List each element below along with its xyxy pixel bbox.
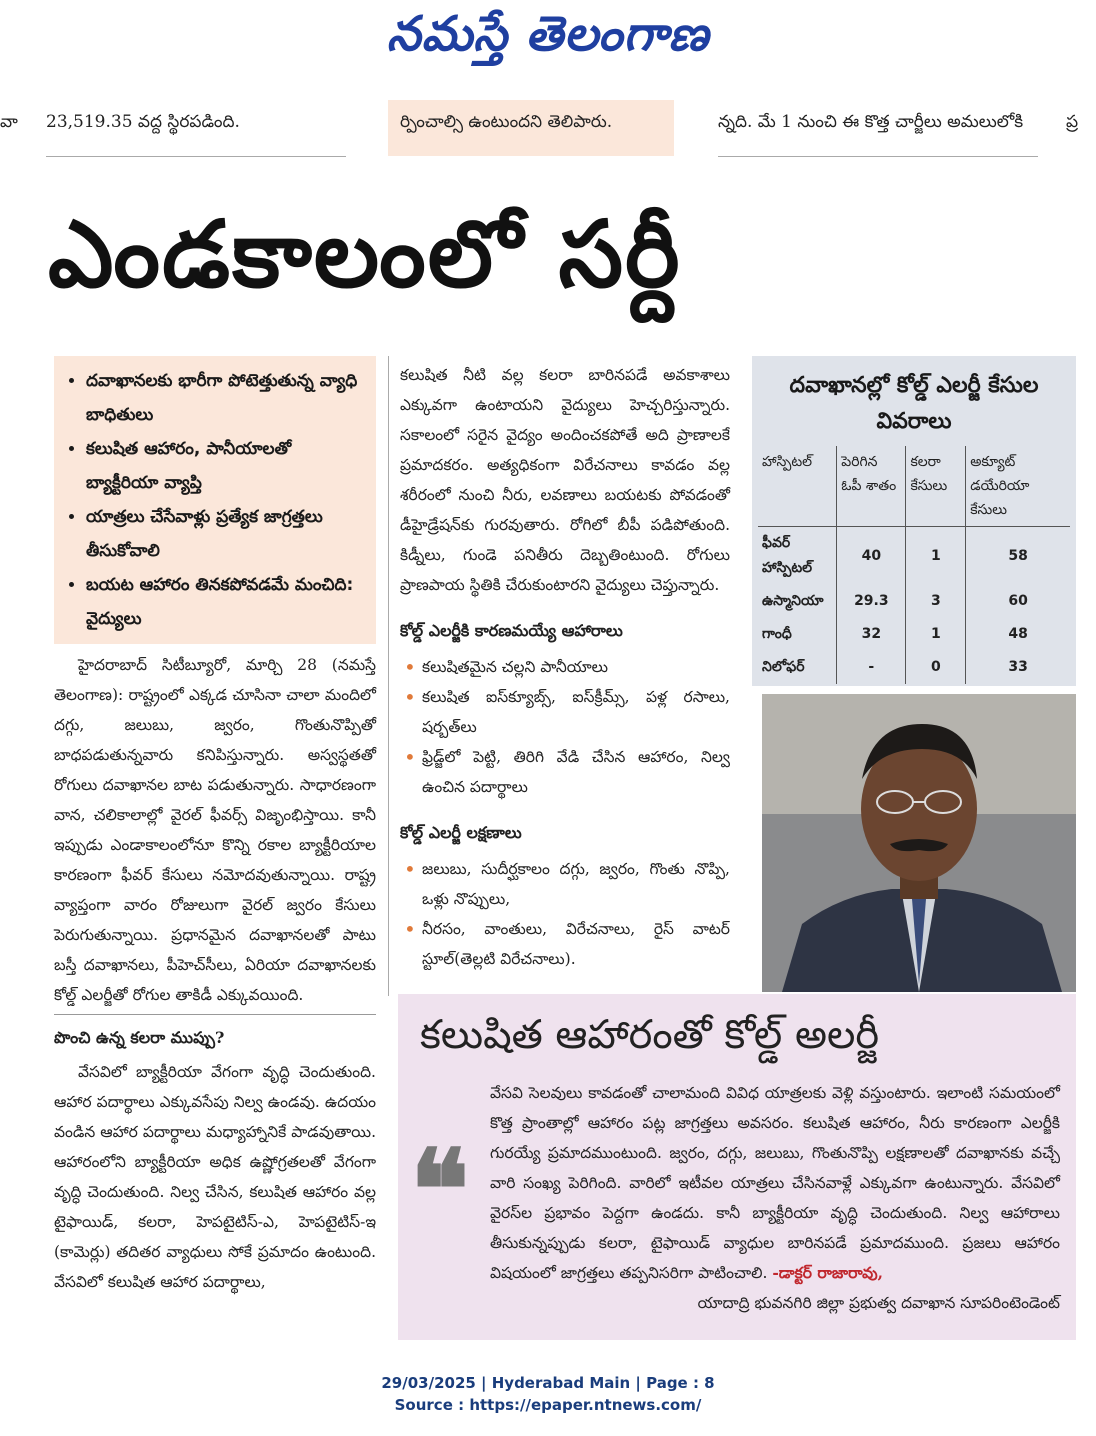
highlight-item: • దవాఖానలకు భారీగా పోటెత్తుతున్న వ్యాధి బాధితులు [86, 364, 366, 432]
doctor-portrait-image [762, 694, 1076, 992]
symptom-item: • నీరసం, వాంతులు, విరేచనాలు, రైస్ వాటర్ స్టూల్(తెల్లటి విరేచనాలు). [422, 914, 730, 974]
quote-text: వేసవి సెలవులు కావడంతో చాలామంది వివిధ యాత్రలకు వెళ్లి వస్తుంటారు. ఇలాంటి సమయంలో కొత్త ప్రాంతాల్లో ఆహారం పట్ల జాగ్రత్తలు అవసరం. కలుషిత ఆహారం, నీరు కారణంగా ఎలర్జీకి గురయ్యే ప్రమాదముంటుంది. జ్వరం, దగ్గు, జలుబు, గొంతునొప్పి లక్షణాలతో దవాఖానకు వచ్చే వారి సంఖ్య పెరిగింది. వారిలో ఇటీవల యాత్రలు చేసినవాళ్లే ఎక్కువగా ఉంటున్నారు. వేసవిలో వైరస్‌ల ప్రభావం పెద్దగా ఉండదు. కానీ బ్యాక్టీరియా వృద్ధి చెందుతుంది. నిల్వ ఆహారాలు తీసుకున్నప్పుడు కలరా, టైఫాయిడ్ వ్యాధుల బారినపడే ప్రమాదముంది. ప్రజలు ఆహారం విషయంలో జాగ్రత్తలు తప్పనిసరిగా పాటించాలి. [490, 1084, 1060, 1282]
cases-table-box [752, 356, 1076, 686]
table-cell: 3 [906, 585, 966, 618]
quote-signature: -డాక్టర్ రాజారావు, [772, 1263, 883, 1282]
article-paragraph: హైదరాబాద్ సిటీబ్యూరో, మార్చి 28 (నమస్తే తెలంగాణ): రాష్ట్రంలో ఎక్కడ చూసినా చాలా మందిలో దగ్గు, జలుబు, జ్వరం, గొంతునొప్పితో బాధపడుతున్నవారు కనిపిస్తున్నారు. అస్వస్థతతో రోగులు దవాఖానల బాట పడుతున్నారు. సాధారణంగా వాన, చలికాలాల్లో వైరల్ ఫీవర్స్ విజృంభిస్తాయి. కానీ ఇప్పుడు ఎండాకాలంలోనూ కొన్ని రకాల బ్యాక్టీరియాల కారణంగా ఫీవర్ కేసులు నమోదవుతున్నాయి. రాష్ట్ర వ్యాప్తంగా వారం రోజులుగా వైరల్ జ్వరం కేసులు పెరుగుతున్నాయి. ప్రధానమైన దవాఖానలతో పాటు బస్తీ దవాఖానలు, పీహెచ్‌సీలు, ఏరియా దవాఖానలకు కోల్డ్ ఎలర్జీతో రోగుల తాకిడీ ఎక్కువయింది. [54, 656, 376, 1004]
article-paragraph: వేసవిలో బ్యాక్టీరియా వేగంగా వృద్ధి చెందుతుంది. ఆహార పదార్థాలు ఎక్కువసేపు నిల్వ ఉండవు. ఉదయం వండిన ఆహార పదార్థాలు మధ్యాహ్నానికే పాడవుతాయి. ఆహారంలోని బ్యాక్టీరియా అధిక ఉష్ణోగ్రతలతో వేగంగా వృద్ధి చెందుతుంది. నిల్వ చేసిన, కలుషిత ఆహారం వల్ల టైఫాయిడ్, కలరా, హెపటైటిస్-ఎ, హెపటైటిస్-ఇ (కామెర్లు) తదితర వ్యాధులు సోకే ప్రమాదం ఉంటుంది. వేసవిలో కలుషిత ఆహార పదార్థాలు, [54, 1063, 376, 1291]
table-cell: 40 [837, 527, 906, 586]
quote-designation: యాదాద్రి భువనగిరి జిల్లా ప్రభుత్వ దవాఖాన సూపరింటెండెంట్ [697, 1294, 1060, 1312]
newspaper-logo: నమస్తే తెలంగాణ [386, 6, 710, 62]
highlight-item: • కలుషిత ఆహారం, పానీయాలతో బ్యాక్టీరియా వ్యాప్తి [86, 432, 366, 500]
table-header: పెరిగిన ఓపీ శాతం [837, 446, 906, 527]
table-cell: గాంధీ [762, 626, 792, 642]
table-cell: 58 [966, 527, 1070, 586]
highlights-box [54, 356, 376, 644]
table-cell: 48 [966, 618, 1070, 651]
doctor-photo [762, 694, 1076, 992]
highlight-item: • బయట ఆహారం తినకపోవడమే మంచిది: వైద్యులు [86, 568, 366, 636]
table-cell: 0 [906, 651, 966, 684]
table-row [758, 651, 1070, 684]
footer-source-link[interactable]: Source : https://epaper.ntnews.com/ [394, 1396, 702, 1414]
table-row [758, 585, 1070, 618]
table-cell: నిలోఫర్ [762, 659, 805, 675]
footer-date-edition: 29/03/2025 | Hyderabad Main | Page : 8 [381, 1374, 715, 1392]
table-cell: - [837, 651, 906, 684]
table-cell: 1 [906, 527, 966, 586]
table-title: దవాఖానల్లో కోల్డ్ ఎలర్జీ కేసుల వివరాలు [789, 373, 1039, 434]
highlight-item: • యాత్రలు చేసేవాళ్లు ప్రత్యేక జాగ్రత్తలు తీసుకోవాలి [86, 500, 366, 568]
table-header: కలరా కేసులు [906, 446, 966, 527]
quote-mark-icon: ❝ [410, 1125, 470, 1254]
strip-middle-text: ర్పించాల్సి ఉంటుందని తెలిపారు. [400, 112, 613, 132]
table-cell: ఫీవర్ హాస్పిటల్ [762, 535, 813, 576]
strip-left-text: 23,519.35 వద్ద స్థిరపడింది. [46, 112, 346, 157]
column-divider [388, 356, 389, 996]
quote-title: కలుషిత ఆహారంతో కోల్డ్ అలర్జీ [420, 1012, 880, 1058]
section-subhead: పొంచి ఉన్న కలరా ముప్పు? [54, 1014, 376, 1053]
table-cell: ఉస్మానియా [762, 593, 824, 609]
strip-right-edge: ప్ర [1066, 112, 1079, 132]
section-subhead: కోల్డ్ ఎలర్జీకి కారణమయ్యే ఆహారాలు [400, 621, 623, 640]
table-header: అక్యూట్ డయేరియా కేసులు [966, 446, 1070, 527]
table-cell: 60 [966, 585, 1070, 618]
headline: ఎండకాలంలో సర్దీ [48, 201, 682, 308]
strip-left-edge: వా [0, 112, 18, 132]
cause-item: • కలుషితమైన చల్లని పానీయాలు [422, 652, 730, 682]
cases-table [758, 446, 1070, 684]
table-cell: 32 [837, 618, 906, 651]
table-header: హాస్పిటల్ [762, 454, 813, 470]
table-row [758, 527, 1070, 586]
table-cell: 1 [906, 618, 966, 651]
cause-item: • ఫ్రిడ్జ్‌లో పెట్టి, తిరిగి వేడి చేసిన ఆహారం, నిల్వ ఉంచిన పదార్థాలు [422, 742, 730, 802]
article-column-1 [54, 650, 376, 1297]
article-paragraph: కలుషిత నీటి వల్ల కలరా బారినపడే అవకాశాలు ఎక్కువగా ఉంటాయని వైద్యులు హెచ్చరిస్తున్నారు. సకాలంలో సరైన వైద్యం అందించకపోతే అది ప్రాణాలకే ప్రమాదకరం. అత్యధికంగా విరేచనాలు కావడం వల్ల శరీరంలో నుంచి నీరు, లవణాలు బయటకు పోవడంతో డీహైడ్రేషన్‌కు గురవుతారు. రోగిలో బీపీ పడిపోతుంది. కిడ్నీలు, గుండె పనితీరు దెబ్బతింటుంది. రోగులు ప్రాణపాయ స్థితికి చేరుకుంటారని వైద్యులు చెప్తున్నారు. [400, 366, 730, 594]
table-cell: 29.3 [837, 585, 906, 618]
quote-body [490, 1078, 1060, 1318]
table-cell: 33 [966, 651, 1070, 684]
page-footer [0, 1372, 1096, 1416]
cause-item: • కలుషిత ఐస్‌క్యూబ్స్, ఐస్‌క్రీమ్స్, పళ్ల రసాలు, షర్బత్‌లు [422, 682, 730, 742]
masthead [0, 0, 1096, 80]
symptom-item: • జలుబు, సుదీర్ఘకాలం దగ్గు, జ్వరం, గొంతు నొప్పి, ఒళ్లు నొప్పులు, [422, 854, 730, 914]
article-column-2 [400, 360, 730, 974]
table-row [758, 618, 1070, 651]
section-subhead: కోల్డ్ ఎలర్జీ లక్షణాలు [400, 823, 522, 842]
strip-right-text: న్నది. మే 1 నుంచి ఈ కొత్త చార్జీలు అమలులోకి [718, 112, 1038, 157]
